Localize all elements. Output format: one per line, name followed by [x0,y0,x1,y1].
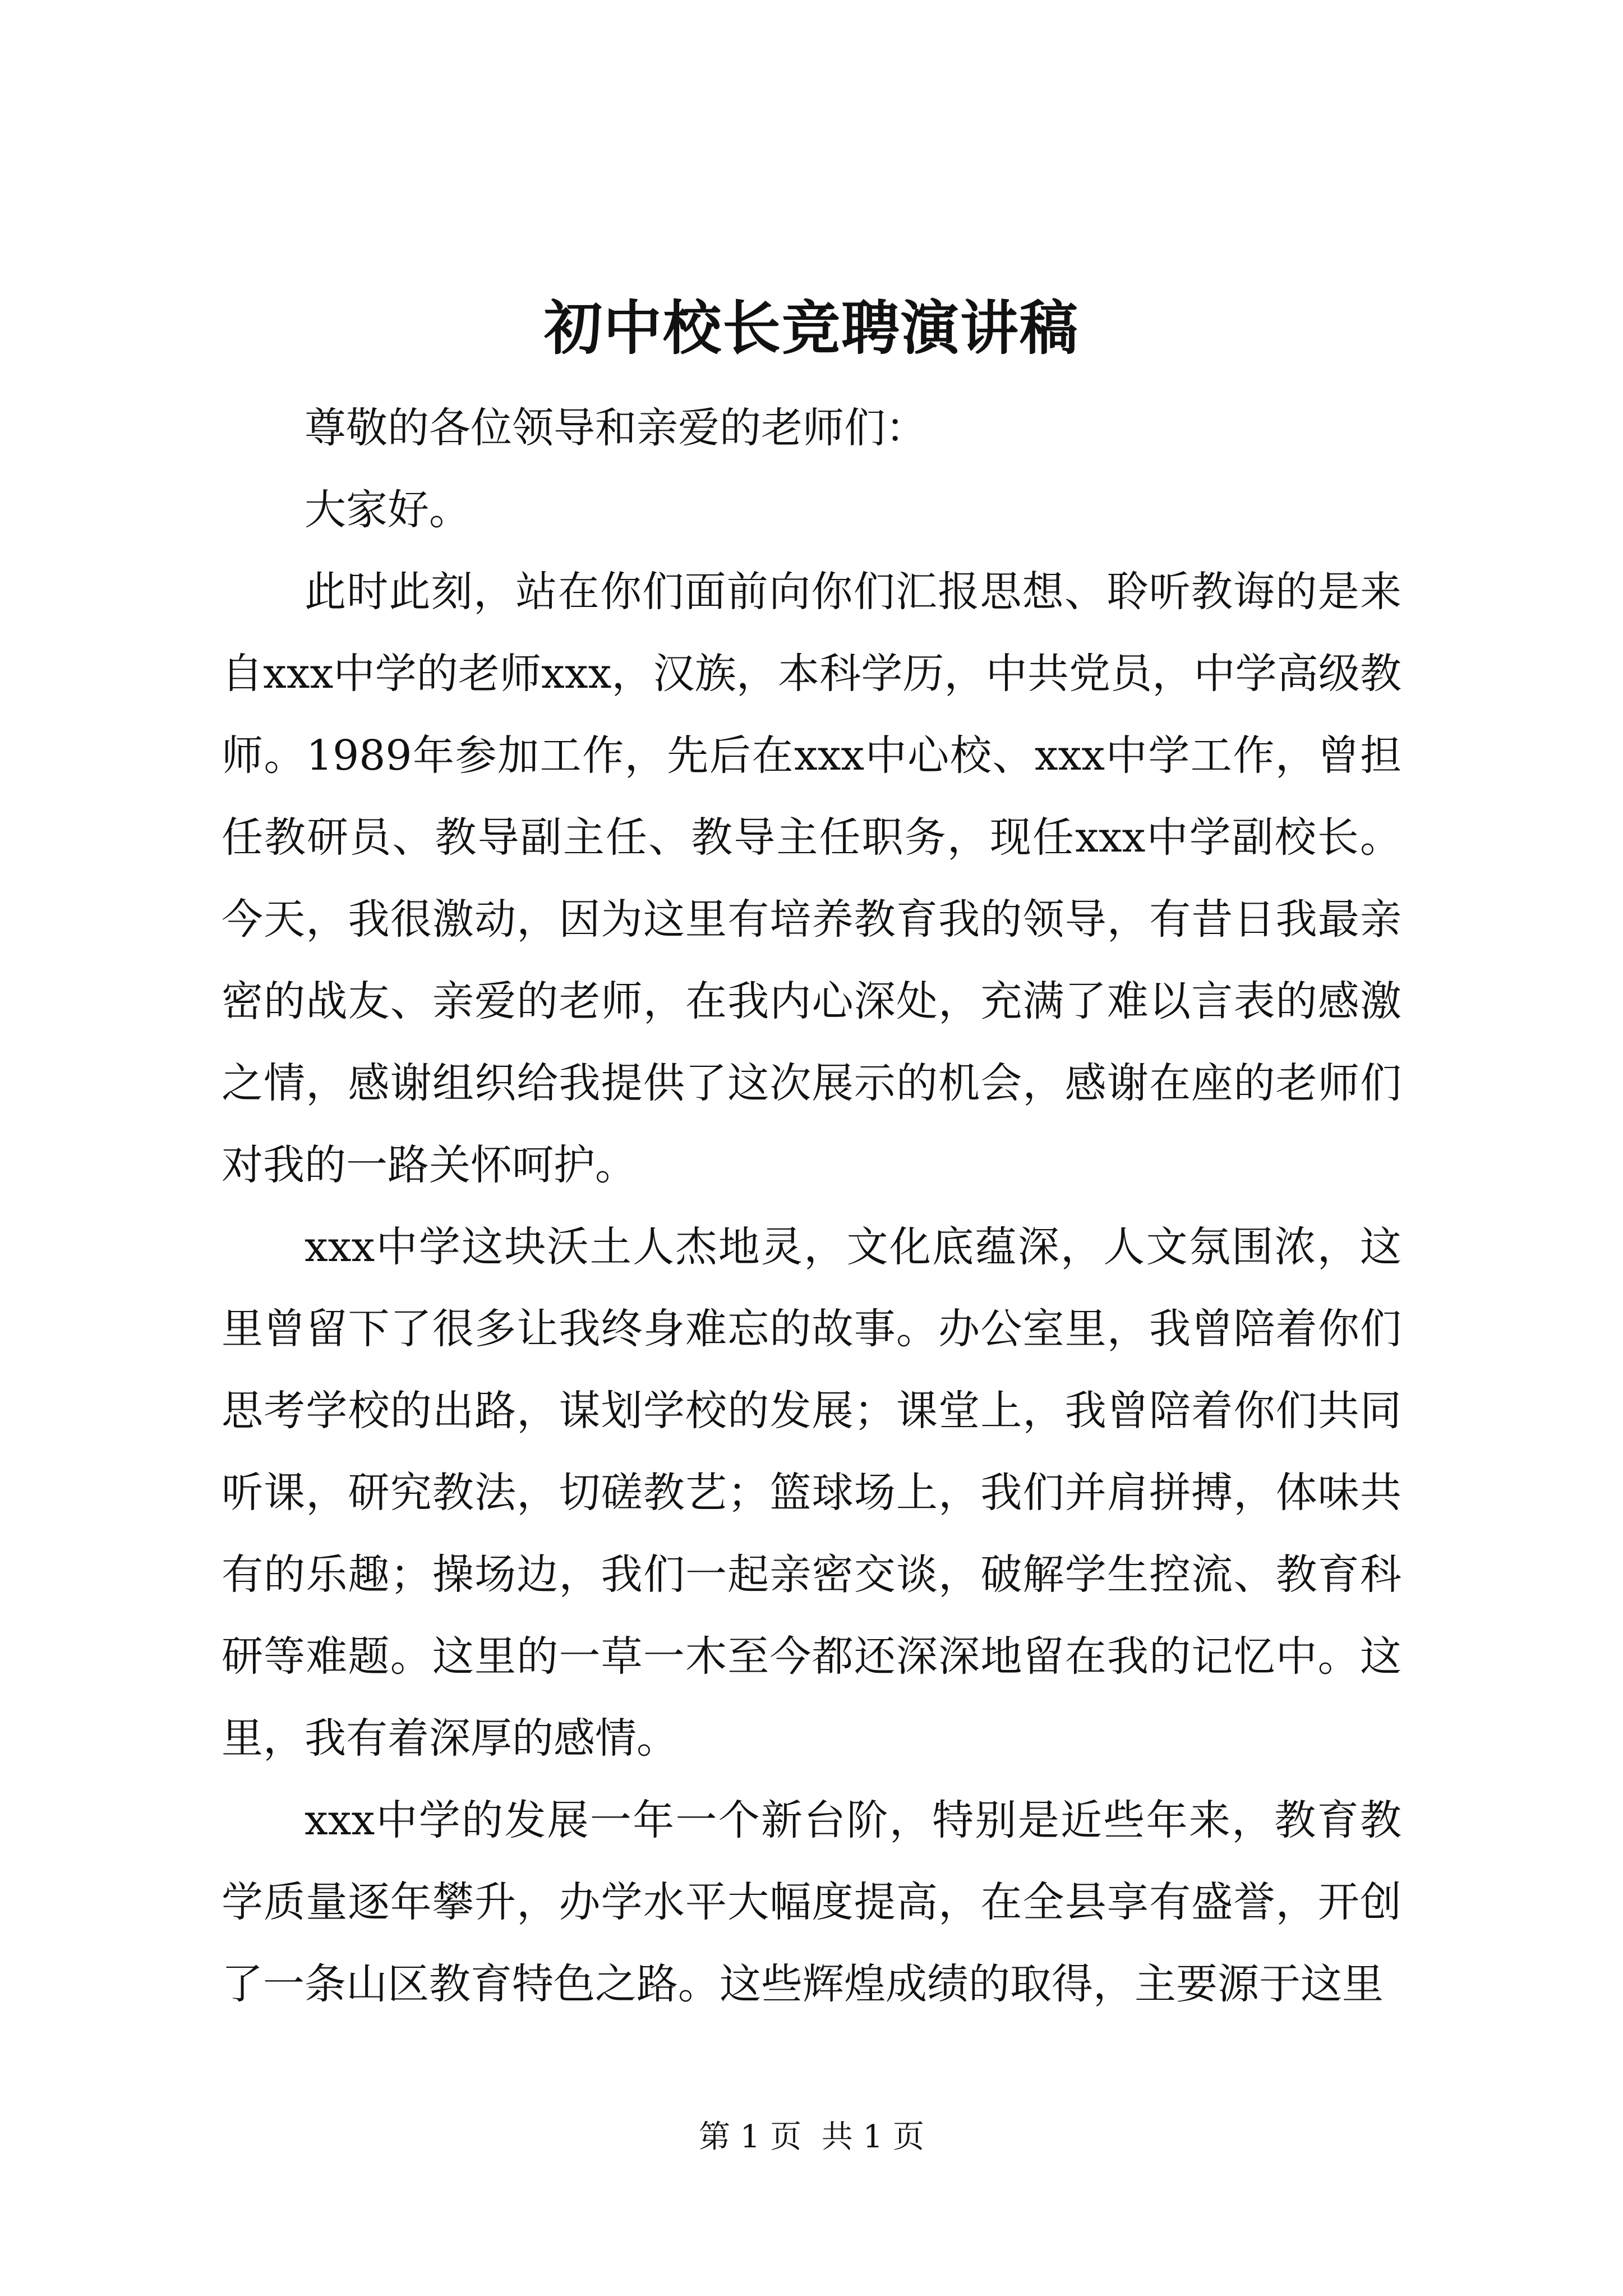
document-title: 初中校长竞聘演讲稿 [543,293,1079,362]
body-paragraph: xxx中学这块沃土人杰地灵，文化底蕴深，人文氛围浓，这里曾留下了很多让我终身难忘的故事。办公室里，我曾陪着你们思考学校的出路，谋划学校的发展；课堂上，我曾陪着你们共同听课，研究教法，切磋教艺；篮球场上，我们并肩拼搏，体味共有的乐趣；操场边，我们一起亲密交谈，破解学生控流、教育科研等难题。这里的一草一木至今都还深深地留在我的记忆中。这里，我有着深厚的感情。 [222,1223,1401,1763]
salutation-paragraph: 尊敬的各位领导和亲爱的老师们： [305,404,927,452]
page-footer [0,2115,1623,2160]
greeting-paragraph: 大家好。 [305,486,471,534]
page-number: 第 1 页 共 1 页 [698,2119,925,2155]
body-paragraph: 此时此刻，站在你们面前向你们汇报思想、聆听教诲的是来自xxx中学的老师xxx，汉族，本科学历，中共党员，中学高级教师。1989年参加工作，先后在xxx中心校、xxx中学工作，曾担任教研员、教导副主任、教导主任职务，现任xxx中学副校长。今天，我很激动，因为这里有培养教育我的领导，有昔日我最亲密的战友、亲爱的老师，在我内心深处，充满了难以言表的感激之情，感谢组织给我提供了这次展示的机会，感谢在座的老师们对我的一路关怀呵护。 [222,568,1401,1189]
document-body [222,387,1401,2025]
body-paragraph: xxx中学的发展一年一个新台阶，特别是近些年来，教育教学质量逐年攀升，办学水平大幅度提高，在全县享有盛誉，开创了一条山区教育特色之路。这些辉煌成绩的取得，主要源于这里 [222,1796,1401,2008]
